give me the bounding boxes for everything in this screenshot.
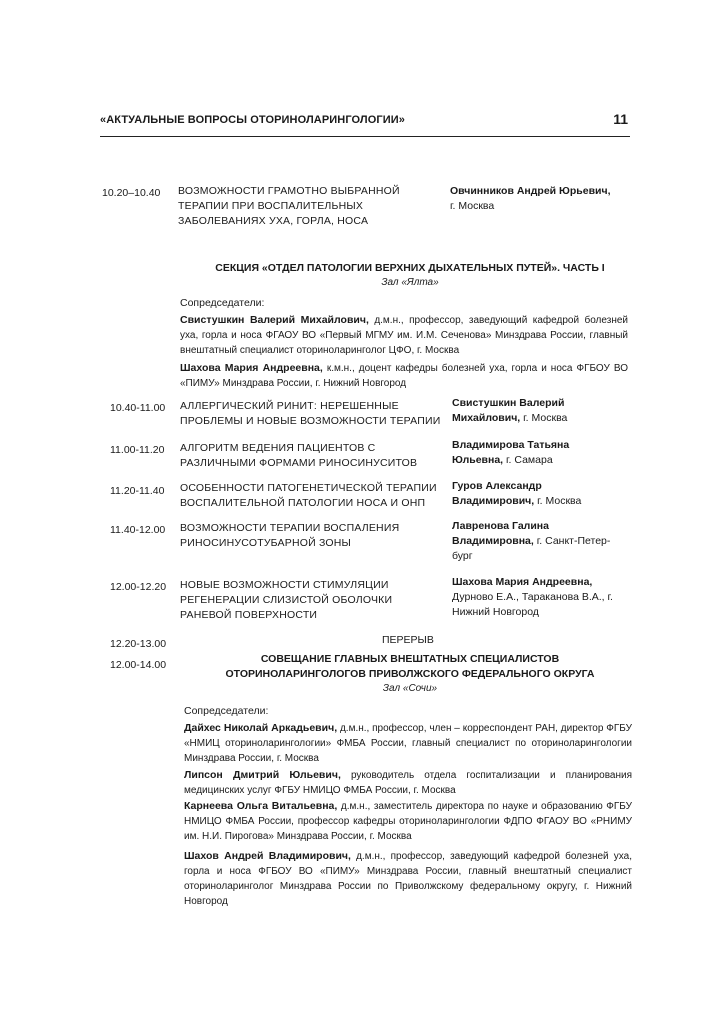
page-header [100,112,630,137]
cochairs-label: Сопредседатели: [184,705,269,717]
hall-name: Зал «Ялта» [381,277,439,288]
section-heading [160,261,660,290]
talk-speaker [450,184,640,214]
speaker-coauthors: Дурново Е.А., Тараканова В.А., г. [452,591,613,603]
speaker-name: Юльевна, [452,454,504,466]
talk-speaker [452,519,642,564]
talk-speaker [452,396,642,426]
break-time: 12.20-13.00 [110,638,167,650]
talk-time: 10.40-11.00 [110,402,166,414]
talk-time: 11.40-12.00 [110,524,166,536]
topic-line: ВОЗМОЖНОСТИ ТЕРАПИИ ВОСПАЛЕНИЯ [180,522,400,534]
speaker-city: г. Москва [520,412,568,424]
speaker-name: Шахова Мария Андреевна, [452,576,593,588]
cochair-description: д.м.н., профессор, член – корреспондент РАН, директор ФГБУ «НМИЦ оториноларингологии» ФМБА России, главный специалист по оториноларингологии Минздрава России, г. Москва [184,723,632,764]
speaker-name: Лавренова Галина [452,520,549,532]
cochair-description: к.м.н., доцент кафедры болезней уха, горла и носа ФГБОУ ВО «ПИМУ» Минздрава России, г. Нижний Новгород [180,363,628,389]
cochair-entry [184,721,632,766]
speaker-city: бург [452,550,473,562]
topic-line: ПРОБЛЕМЫ И НОВЫЕ ВОЗМОЖНОСТИ ТЕРАПИИ [180,415,441,427]
speaker-name: Владимирович, [452,495,535,507]
topic-line: АЛЛЕРГИЧЕСКИЙ РИНИТ: НЕРЕШЕННЫЕ [180,400,399,412]
cochairs-label: Сопредседатели: [180,297,265,309]
section-title: ОТОРИНОЛАРИНГОЛОГОВ ПРИВОЛЖСКОГО ФЕДЕРАЛЬНОГО ОКРУГА [225,668,595,680]
talk-topic [178,184,438,229]
talk-speaker [452,575,642,620]
talk-speaker [452,479,642,509]
talk-topic [180,521,450,551]
cochair-name: Липсон Дмитрий Юльевич, [184,769,341,781]
cochair-name: Карнеева Ольга Витальевна, [184,800,338,812]
cochair-description: д.м.н., профессор, заведующий кафедрой болезней уха, горла и носа ФГБОУ ВО «ПИМУ» Минздрава России, главный внештатный специалист оториноларинголог Минздрава России по Приволжскому федеральному округу, г. Нижний Новгород [184,851,632,907]
cochair-entry [184,768,632,798]
topic-line: ВОЗМОЖНОСТИ ГРАМОТНО ВЫБРАННОЙ [178,185,400,197]
talk-topic [180,441,450,471]
running-title: «АКТУАЛЬНЫЕ ВОПРОСЫ ОТОРИНОЛАРИНГОЛОГИИ» [100,114,405,126]
cochair-description: д.м.н., заместитель директора по науке и образованию ФГБУ НМИЦО ФМБА России, профессор кафедры оториноларингологии ФДПО ФГАОУ ВО «РНИМУ им. Н.И. Пирогова» Минздрава России, г. Москва [184,801,632,842]
section-title: СЕКЦИЯ «ОТДЕЛ ПАТОЛОГИИ ВЕРХНИХ ДЫХАТЕЛЬНЫХ ПУТЕЙ». ЧАСТЬ I [215,262,605,274]
talk-time: 12.00-12.20 [110,581,167,593]
topic-line: ВОСПАЛИТЕЛЬНОЙ ПАТОЛОГИИ НОСА И ОНП [180,497,426,509]
talk-topic [180,481,455,511]
topic-line: ЗАБОЛЕВАНИЯХ УХА, ГОРЛА, НОСА [178,215,369,227]
hall-name: Зал «Сочи» [382,683,438,694]
speaker-city: Нижний Новгород [452,606,539,618]
speaker-city: г. Самара [503,454,553,466]
cochair-name: Свистушкин Валерий Михайлович, [180,314,369,326]
cochair-entry [184,799,632,844]
topic-line: ТЕРАПИИ ПРИ ВОСПАЛИТЕЛЬНЫХ [178,200,364,212]
talk-time: 11.20-11.40 [110,485,165,497]
cochair-name: Шахова Мария Андреевна, [180,362,323,374]
topic-line: НОВЫЕ ВОЗМОЖНОСТИ СТИМУЛЯЦИИ [180,579,389,591]
speaker-name: Михайлович, [452,412,521,424]
cochair-description: д.м.н., профессор, заведующий кафедрой болезней уха, горла и носа ФГАОУ ВО «Первый МГМУ им. И.М. Сеченова» Минздрава России, главный внештатный специалист оториноларинголог ЦФО, г. Москва [180,315,628,356]
section-title: СОВЕЩАНИЕ ГЛАВНЫХ ВНЕШТАТНЫХ СПЕЦИАЛИСТОВ [260,653,560,665]
cochair-name: Шахов Андрей Владимирович, [184,850,351,862]
speaker-city: г. Москва [450,200,495,212]
cochair-entry [180,361,628,391]
topic-line: РЕГЕНЕРАЦИИ СЛИЗИСТОЙ ОБОЛОЧКИ [180,594,393,606]
topic-line: РИНОСИНУСОТУБАРНОЙ ЗОНЫ [180,537,352,549]
session-time: 12.00-14.00 [110,659,167,671]
speaker-name: Владимировна, [452,535,534,547]
talk-topic [180,399,450,429]
cochair-entry [180,313,628,358]
cochair-description: руководитель отдела госпитализации и планирования медицинских услуг ФГБУ НМИЦО ФМБА России, г. Москва [184,770,633,796]
talk-topic [180,578,450,623]
talk-time: 11.00-11.20 [110,444,165,456]
cochair-name: Дайхес Николай Аркадьевич, [184,722,338,734]
talk-speaker [452,438,642,468]
page-number: 11 [613,111,628,127]
topic-line: РАЗЛИЧНЫМИ ФОРМАМИ РИНОСИНУСИТОВ [180,457,418,469]
speaker-name: Свистушкин Валерий [452,397,565,409]
cochair-entry [184,849,632,909]
speaker-name: Овчинников Андрей Юрьевич, [450,185,611,197]
speaker-name: Гуров Александр [452,480,542,492]
break-label: ПЕРЕРЫВ [382,634,434,646]
topic-line: ОСОБЕННОСТИ ПАТОГЕНЕТИЧЕСКОЙ ТЕРАПИИ [180,482,437,494]
topic-line: АЛГОРИТМ ВЕДЕНИЯ ПАЦИЕНТОВ С [180,442,376,454]
talk-time: 10.20–10.40 [102,187,161,199]
speaker-city: г. Санкт-Петер- [533,535,611,547]
section-heading [160,652,660,696]
speaker-city: г. Москва [534,495,582,507]
topic-line: РАНЕВОЙ ПОВЕРХНОСТИ [180,609,318,621]
speaker-name: Владимирова Татьяна [452,439,570,451]
